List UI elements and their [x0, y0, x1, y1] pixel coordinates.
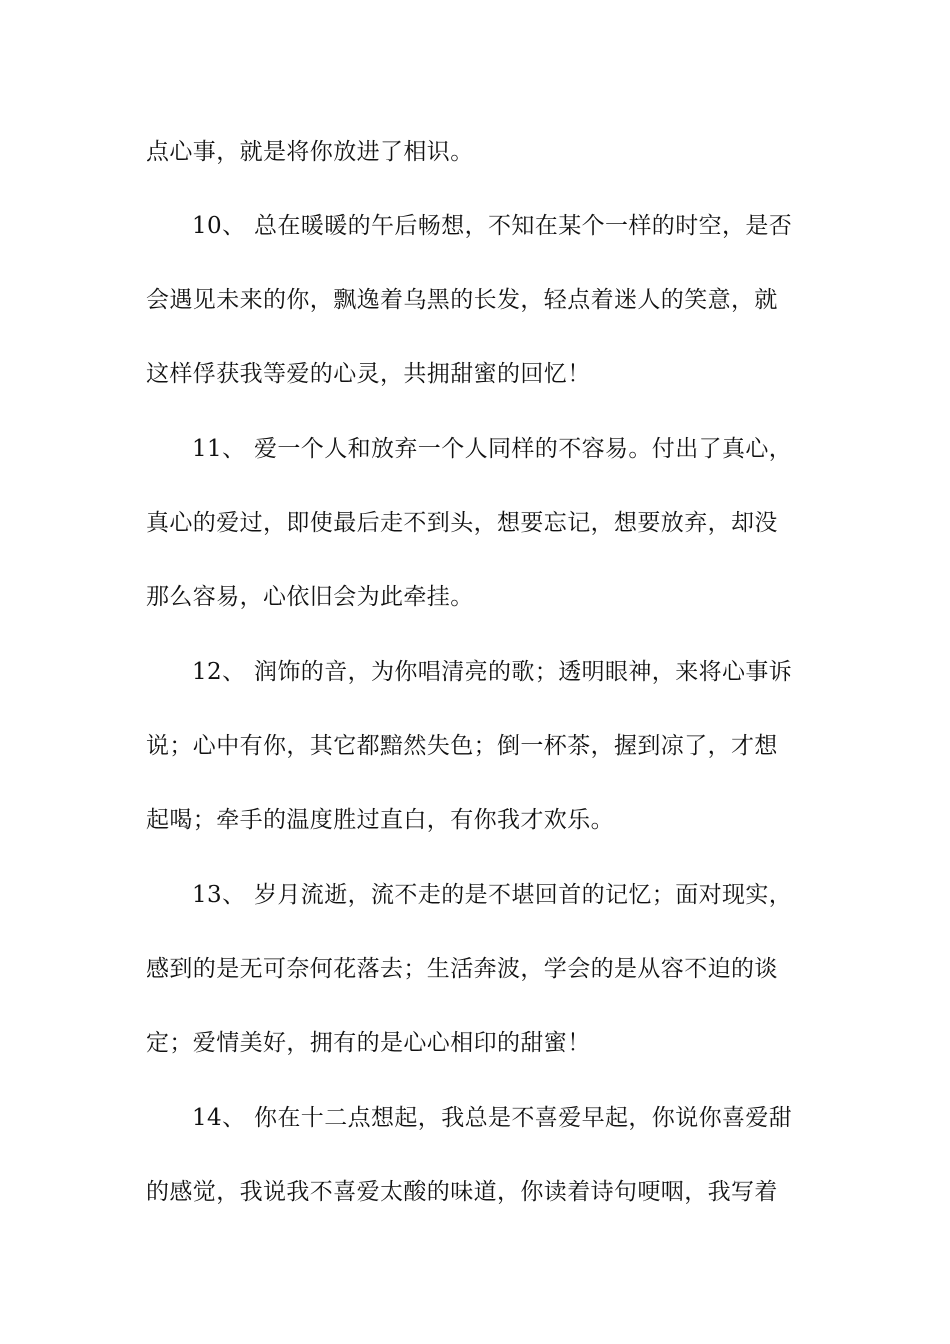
paragraph-12-line-2: 说；心中有你，其它都黯然失色；倒一杯茶，握到凉了，才想: [146, 733, 778, 759]
paragraph-number: 10、: [192, 213, 246, 239]
paragraph-text: 润饰的音，为你唱清亮的歌；透明眼神，来将心事诉: [254, 659, 793, 685]
paragraph-10-line-2: 会遇见未来的你，飘逸着乌黑的长发，轻点着迷人的笑意，就: [146, 287, 778, 313]
paragraph-11-line-3: 那么容易，心依旧会为此牵挂。: [146, 584, 474, 610]
paragraph-text: 总在暖暖的午后畅想，不知在某个一样的时空，是否: [254, 213, 793, 239]
paragraph-text: 爱一个人和放弃一个人同样的不容易。付出了真心，: [254, 436, 793, 462]
paragraph-9-line-1: 点心事，就是将你放进了相识。: [146, 139, 474, 165]
paragraph-12-line-3: 起喝；牵手的温度胜过直白，有你我才欢乐。: [146, 807, 614, 833]
paragraph-number: 13、: [192, 882, 246, 908]
paragraph-11-line-2: 真心的爱过，即使最后走不到头，想要忘记，想要放弃，却没: [146, 510, 778, 536]
paragraph-number: 11、: [192, 436, 246, 462]
paragraph-11-line-1: [192, 434, 806, 464]
paragraph-number: 12、: [192, 659, 246, 685]
paragraph-13-line-3: 定；爱情美好，拥有的是心心相印的甜蜜！: [146, 1030, 591, 1056]
paragraph-text: 岁月流逝，流不走的是不堪回首的记忆；面对现实，: [254, 882, 793, 908]
paragraph-number: 14、: [192, 1105, 246, 1131]
paragraph-10-line-1: [192, 211, 806, 241]
paragraph-13-line-2: 感到的是无可奈何花落去；生活奔波，学会的是从容不迫的谈: [146, 956, 778, 982]
paragraph-14-line-1: [192, 1103, 806, 1133]
paragraph-text: 你在十二点想起，我总是不喜爱早起，你说你喜爱甜: [254, 1105, 793, 1131]
paragraph-14-line-2: 的感觉，我说我不喜爱太酸的味道，你读着诗句哽咽，我写着: [146, 1179, 778, 1205]
paragraph-10-line-3: 这样俘获我等爱的心灵，共拥甜蜜的回忆！: [146, 361, 591, 387]
paragraph-13-line-1: [192, 880, 806, 910]
paragraph-12-line-1: [192, 657, 806, 687]
